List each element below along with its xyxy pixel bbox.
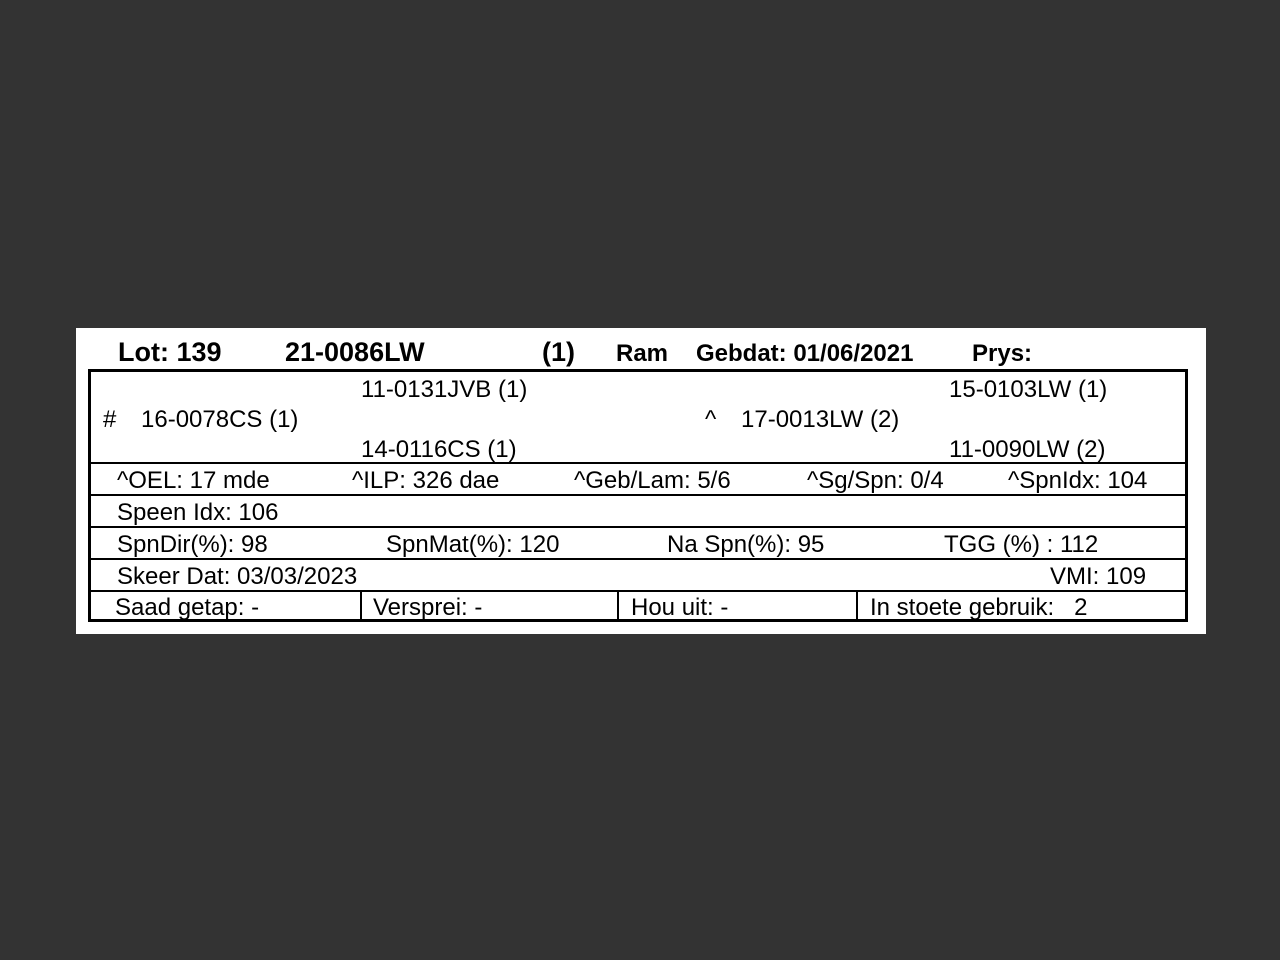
price-label: Prys: (972, 340, 1033, 367)
dam-mark: ^ (705, 406, 717, 433)
dam-sire: 15-0103LW (1) (949, 376, 1108, 403)
stoete-gebruik: In stoete gebruik: 2 (870, 594, 1088, 621)
cell-divider (856, 590, 858, 622)
na-spn: Na Spn(%): 95 (667, 531, 825, 558)
stat-geb-lam: ^Geb/Lam: 5/6 (574, 467, 731, 494)
sire-dam: 14-0116CS (1) (361, 436, 517, 463)
sire-mark: # (103, 406, 117, 433)
sire: 16-0078CS (1) (141, 406, 299, 433)
spn-dir: SpnDir(%): 98 (117, 531, 268, 558)
divider (91, 494, 1185, 496)
cell-divider (617, 590, 619, 622)
stat-spn-idx: ^SpnIdx: 104 (1008, 467, 1148, 494)
details-table (88, 369, 1188, 622)
animal-id: 21-0086LW (285, 337, 425, 367)
shear-date: Skeer Dat: 03/03/2023 (117, 563, 358, 590)
divider (91, 590, 1185, 592)
animal-count: (1) (542, 337, 575, 367)
birth-date: Gebdat: 01/06/2021 (696, 340, 914, 367)
divider (91, 558, 1185, 560)
stat-ilp: ^ILP: 326 dae (352, 467, 500, 494)
cell-divider (360, 590, 362, 622)
stat-oel: ^OEL: 17 mde (117, 467, 270, 494)
lot-number: Lot: 139 (118, 337, 222, 367)
hou-uit: Hou uit: - (631, 594, 729, 621)
speen-idx: Speen Idx: 106 (117, 499, 279, 526)
saad-getap: Saad getap: - (115, 594, 260, 621)
tgg: TGG (%) : 112 (944, 531, 1099, 558)
sire-sire: 11-0131JVB (1) (361, 376, 528, 403)
stat-sg-spn: ^Sg/Spn: 0/4 (807, 467, 944, 494)
vmi: VMI: 109 (1050, 563, 1147, 590)
catalogue-card (76, 328, 1206, 634)
dam-dam: 11-0090LW (2) (949, 436, 1106, 463)
divider (91, 462, 1185, 464)
divider (91, 526, 1185, 528)
versprei: Versprei: - (373, 594, 483, 621)
spn-mat: SpnMat(%): 120 (386, 531, 560, 558)
dam: 17-0013LW (2) (741, 406, 900, 433)
animal-sex: Ram (616, 340, 669, 367)
